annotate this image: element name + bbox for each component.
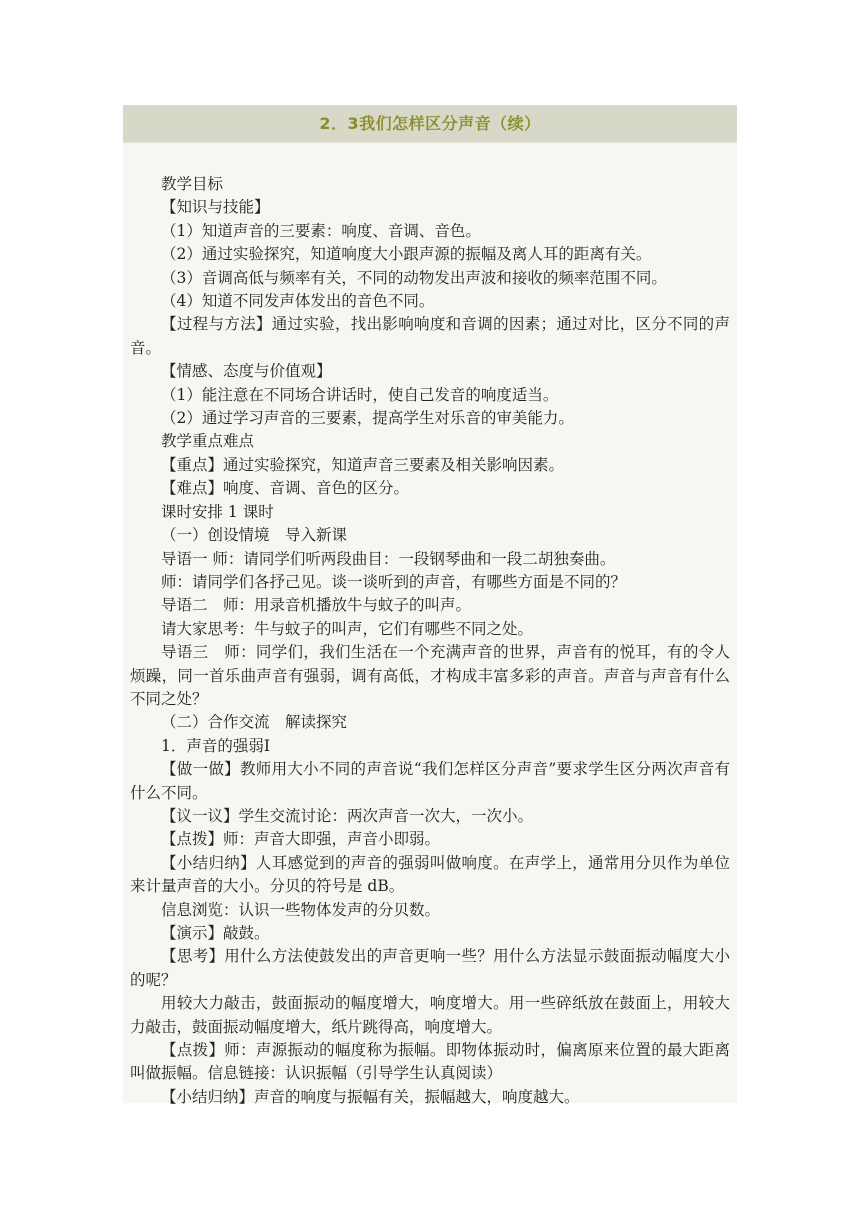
- title-bar: [123, 105, 737, 143]
- paragraph-key-point: 【重点】通过实验探究，知道声音三要素及相关影响因素。: [161, 455, 565, 474]
- document-body: [130, 173, 730, 1109]
- paragraph-intro-1-followup: 师：请同学们各抒己见。谈一谈听到的声音，有哪些方面是不同的？: [161, 572, 627, 591]
- paragraph-knowledge-3: （3）音调高低与频率有关，不同的动物发出声波和接收的频率范围不同。: [161, 268, 667, 287]
- paragraph-attitude-1: （1）能注意在不同场合讲话时，使自己发音的响度适当。: [161, 385, 559, 404]
- page-title: 2．3我们怎样区分声音（续）: [319, 114, 541, 133]
- paragraph-hint-2: 【点拨】师：声源振动的幅度称为振幅。即物体振动时，偏离原来位置的最大距离叫做振幅。信息链接：认识振幅（引导学生认真阅读）: [130, 1041, 730, 1083]
- paragraph-think: 【思考】用什么方法使鼓发出的声音更响一些？用什么方法显示鼓面振动幅度大小的呢？: [130, 947, 730, 989]
- paragraph-attitude-2: （2）通过学习声音的三要素，提高学生对乐音的审美能力。: [161, 409, 574, 428]
- paragraph-schedule: 课时安排 1 课时: [161, 502, 274, 521]
- paragraph-loudness-heading: 1．声音的强弱Ⅰ: [161, 736, 270, 755]
- paragraph-attitude-heading: 【情感、态度与价值观】: [161, 362, 332, 381]
- paragraph-summary-1: 【小结归纳】人耳感觉到的声音的强弱叫做响度。在声学上，通常用分贝作为单位来计量声音的大小。分贝的符号是 dB。: [130, 853, 730, 896]
- paragraph-section-1-heading: （一）创设情境 导入新课: [161, 526, 348, 545]
- document-page: [123, 105, 737, 1106]
- paragraph-intro-3: 导语三 师：同学们，我们生活在一个充满声音的世界，声音有的悦耳，有的令人烦躁，同一首乐曲声音有强弱，调有高低，才构成丰富多彩的声音。声音与声音有什么不同之处？: [130, 643, 730, 708]
- paragraph-key-points-heading: 教学重点难点: [161, 432, 255, 451]
- paragraph-info-browse: 信息浏览：认识一些物体发声的分贝数。: [161, 900, 441, 919]
- paragraph-section-2-heading: （二）合作交流 解读探究: [161, 713, 348, 732]
- paragraph-process-method: 【过程与方法】通过实验，找出影响响度和音调的因素；通过对比，区分不同的声音。: [130, 315, 730, 357]
- paragraph-difficulty: 【难点】响度、音调、音色的区分。: [161, 479, 410, 498]
- paragraph-intro-2-question: 请大家思考：牛与蚊子的叫声，它们有哪些不同之处。: [161, 619, 534, 638]
- paragraph-knowledge-1: （1）知道声音的三要素：响度、音调、音色。: [161, 221, 481, 240]
- paragraph-discuss: 【议一议】学生交流讨论：两次声音一次大，一次小。: [161, 806, 534, 825]
- paragraph-answer: 用较大力敲击，鼓面振动的幅度增大，响度增大。用一些碎纸放在鼓面上，用较大力敲击，鼓面振动幅度增大，纸片跳得高，响度增大。: [130, 994, 730, 1036]
- paragraph-knowledge-4: （4）知道不同发声体发出的音色不同。: [161, 292, 435, 311]
- paragraph-knowledge-2: （2）通过实验探究，知道响度大小跟声源的振幅及离人耳的距离有关。: [161, 245, 652, 264]
- paragraph-intro-1: 导语一 师：请同学们听两段曲目：一段钢琴曲和一段二胡独奏曲。: [161, 549, 616, 568]
- paragraph-intro-2: 导语二 师：用录音机播放牛与蚊子的叫声。: [161, 596, 472, 615]
- paragraph-do-it: 【做一做】教师用大小不同的声音说“我们怎样区分声音”要求学生区分两次声音有什么不同。: [130, 760, 730, 802]
- paragraph-demo: 【演示】敲鼓。: [161, 924, 270, 942]
- paragraph-summary-2: 【小结归纳】声音的响度与振幅有关，振幅越大，响度越大。: [161, 1087, 580, 1106]
- paragraph-objectives-heading: 教学目标: [161, 175, 224, 193]
- paragraph-hint-1: 【点拨】师：声音大即强，声音小即弱。: [161, 830, 441, 849]
- paragraph-knowledge-heading: 【知识与技能】: [161, 198, 270, 217]
